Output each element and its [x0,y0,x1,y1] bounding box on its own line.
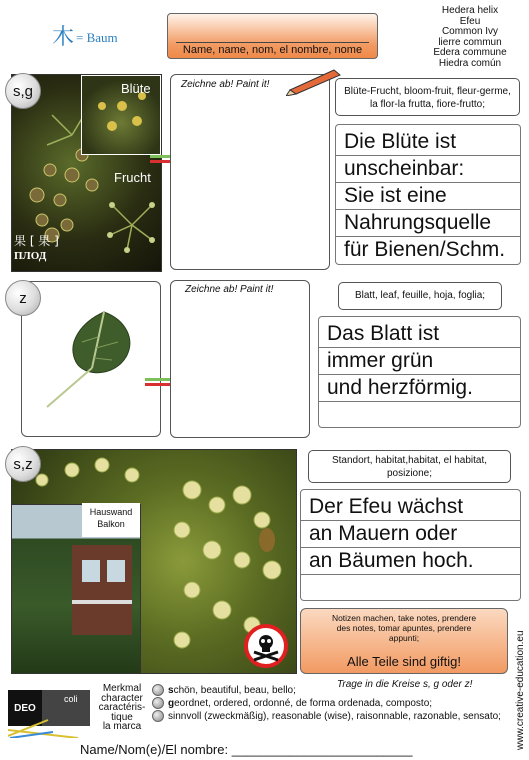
label-frucht: Frucht [114,170,151,185]
sign-hauswand-balkon [82,503,140,537]
writing-lines-2[interactable] [318,316,521,428]
translations-box-2 [338,282,502,310]
translations-box-1 [335,78,520,116]
characteristic-list [152,684,522,723]
species-latin: Hedera helix [441,5,499,16]
warning-text: Alle Teile sind giftig! [347,654,461,669]
writing-line: Sie ist eine [336,183,520,210]
name-line-footer[interactable]: Name/Nom(e)/El nombre: _________________________ [80,742,413,757]
draw-prompt-1: Zeichne ab! Paint it! [181,79,270,90]
writing-line: Das Blatt ist [319,321,520,348]
merkmal-label [96,684,148,732]
deo-logo [8,690,90,738]
writing-line: immer grün [319,348,520,375]
circle-badge-sg[interactable]: s,g [5,73,41,109]
characteristic-item-z: sinnvoll (zweckmäßig), reasonable (wise), raisonnable, razonable, sensato; [152,710,522,723]
characteristic-item-s: schön, beautiful, beau, bello; [152,684,522,697]
leaf-photo-box [21,281,161,437]
poison-warning-icon [244,624,288,668]
species-spanish: Hiedra común [438,57,502,69]
writing-line: und herzförmig. [319,375,520,402]
label-russian-fruit: ПЛОД [14,250,47,262]
website-vertical: www.creative-education.eu [515,630,526,750]
writing-lines-1[interactable] [335,124,521,265]
label-bluete: Blüte [121,81,151,96]
writing-line: Nahrungsquelle [336,210,520,237]
drawing-box-1[interactable] [170,74,330,270]
notes-box[interactable] [300,608,508,674]
species-german: Efeu [459,15,481,27]
writing-line: Der Efeu wächst [301,494,520,521]
logo-text: DEO [8,690,42,726]
species-french: lierre commun [438,36,502,48]
label-kanji-fruit: 果 [ 果 ] [14,234,59,248]
translations-box-3 [308,450,511,483]
species-names [415,6,525,69]
characteristic-item-g: geordnet, ordered, ordonné, de forma ordenada, composto; [152,697,522,710]
species-english: Common Ivy [441,26,499,37]
radio-dot[interactable] [152,710,164,722]
drawing-box-2[interactable] [170,280,310,438]
merkmal-line: tique [111,711,133,723]
writing-line: für Bienen/Schm. [344,238,506,261]
circle-hint: Trage in die Kreise s, g oder z! [337,679,473,690]
name-banner[interactable] [167,13,378,59]
circle-badge-sz[interactable]: s,z [5,446,41,482]
draw-prompt-2: Zeichne ab! Paint it! [185,284,274,295]
writing-line: Die Blüte ist [336,129,520,156]
merkmal-line: character [101,692,143,704]
translations-text-2: Blatt, leaf, feuille, hoja, foglia; [354,290,486,301]
writing-line: unscheinbar: [336,156,520,183]
writing-line: an Bäumen hoch. [301,548,520,575]
sign-line-balkon: Balkon [97,519,125,529]
logo-sub: coli [64,694,78,704]
radio-dot[interactable] [152,697,164,709]
circle-badge-z[interactable]: z [5,280,41,316]
leaf-illustration [22,282,162,438]
translations-text-1: Blüte-Frucht, bloom-fruit, fleur-germe, la flor-la frutta, fiore-frutto; [344,86,511,110]
baum-label: = Baum [76,30,118,45]
merkmal-line: caractéris- [98,702,146,713]
writing-line: an Mauern oder [301,521,520,548]
writing-line [319,402,520,429]
writing-line [301,575,520,602]
sign-line-hauswand: Hauswand [89,507,133,517]
merkmal-line: la marca [102,721,142,732]
translations-text-3: Standort, habitat,habitat, el habitat, posizione; [331,455,488,479]
species-italian: Edera commune [433,47,507,58]
name-banner-label: Name, name, nom, el nombre, nome [182,44,363,56]
notes-text: Notizen machen, take notes, prendere des notes, tomar apuntes, prendere appunti; [331,613,477,643]
radio-dot[interactable] [152,684,164,696]
writing-lines-3[interactable] [300,489,521,601]
kanji-char: 木 [52,25,75,50]
merkmal-line: Merkmal [102,683,142,694]
